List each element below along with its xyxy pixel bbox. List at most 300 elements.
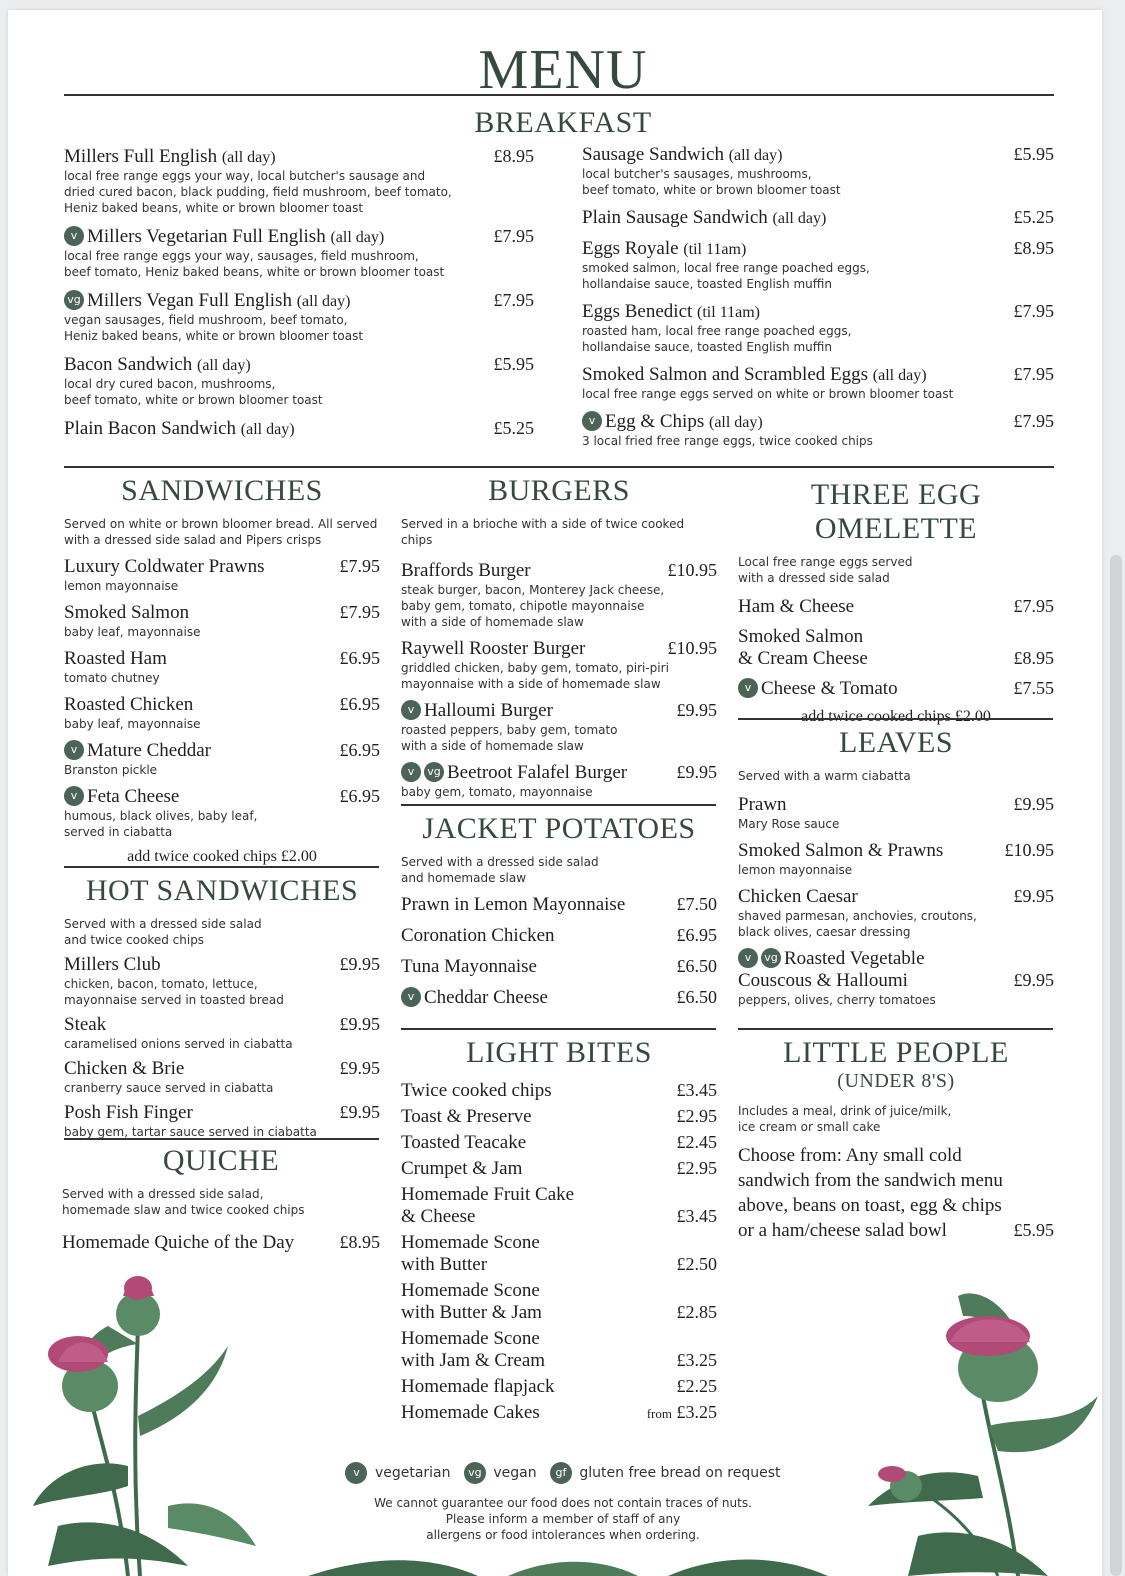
menu-item-description: mayonnaise with a side of homemade slaw <box>401 677 661 691</box>
menu-item-price-wrap <box>677 1254 718 1275</box>
vegetarian-label: vegetarian <box>374 1465 451 1481</box>
vegan-badge-icon: vg <box>761 948 781 968</box>
menu-item-name-wrap <box>401 1254 487 1276</box>
jacket-potatoes-heading: JACKET POTATOES <box>422 812 696 845</box>
menu-item-row <box>401 560 717 582</box>
menu-item-availability: (all day) <box>708 414 763 431</box>
menu-item-name: Roasted Ham <box>64 648 167 669</box>
menu-item-row <box>62 1232 380 1254</box>
menu-item-first-line <box>401 1328 717 1350</box>
menu-item-price-wrap <box>494 290 535 311</box>
menu-item-price: £9.95 <box>339 954 380 974</box>
menu-item-name: Smoked Salmon <box>64 602 190 623</box>
menu-item-price-wrap <box>1014 207 1055 228</box>
menu-item-row <box>738 840 1054 862</box>
menu-item-name-wrap <box>401 1302 542 1324</box>
menu-item-name: Toasted Teacake <box>401 1132 527 1153</box>
menu-item-description: baby leaf, mayonnaise <box>64 717 201 731</box>
menu-item-price: £7.95 <box>493 290 534 310</box>
section-intro-line: ice cream or small cake <box>738 1120 881 1134</box>
menu-item-name: Millers Vegan Full English <box>87 290 292 311</box>
menu-item-description: 3 local fried free range eggs, twice cooked chips <box>582 434 873 448</box>
section-intro-line: homemade slaw and twice cooked chips <box>62 1203 305 1217</box>
menu-item-price-wrap <box>1014 794 1055 815</box>
menu-item <box>582 207 1054 229</box>
menu-item-price: £7.95 <box>1013 301 1054 321</box>
menu-item <box>401 987 717 1009</box>
menu-item-row <box>401 1206 717 1228</box>
menu-item-row <box>64 418 534 440</box>
menu-item-price: £7.55 <box>1013 678 1054 698</box>
menu-item-row <box>401 638 717 660</box>
menu-item-price-wrap <box>494 146 535 167</box>
menu-item-row <box>401 700 717 722</box>
menu-item <box>64 354 534 408</box>
menu-item-name: Twice cooked chips <box>401 1080 552 1101</box>
menu-item-name-wrap <box>64 418 295 440</box>
menu-item-description: vegan sausages, field mushroom, beef tomato, <box>64 313 348 327</box>
menu-item-name-wrap <box>738 840 943 862</box>
menu-item-row <box>401 1350 717 1372</box>
menu-item <box>738 794 1054 832</box>
menu-item-price-wrap <box>1014 970 1055 991</box>
menu-item-row <box>64 602 380 624</box>
menu-item-description: baby gem, tomato, mayonnaise <box>401 785 593 799</box>
menu-item-availability: (all day) <box>330 229 385 246</box>
vegetarian-badge-icon: v <box>64 786 84 806</box>
menu-item-row <box>401 1158 717 1180</box>
menu-item <box>401 1376 717 1398</box>
light-bites-heading: LIGHT BITES <box>466 1036 652 1069</box>
menu-item-description: local free range eggs served on white or brown bloomer toast <box>582 387 954 401</box>
section-intro-line: with a dressed side salad and Pipers crisps <box>64 533 322 547</box>
menu-item-price-wrap <box>494 354 535 375</box>
menu-item-price: £9.95 <box>676 762 717 782</box>
menu-item-name: Posh Fish Finger <box>64 1102 193 1123</box>
menu-item-price: £7.95 <box>1013 596 1054 616</box>
menu-item-price-wrap <box>1014 678 1055 699</box>
menu-item-price-wrap <box>1014 364 1055 385</box>
menu-item <box>401 894 717 916</box>
divider <box>738 1028 1053 1030</box>
scrollbar[interactable] <box>1110 555 1122 1576</box>
menu-item-row <box>738 970 1054 992</box>
menu-item-row <box>64 740 380 762</box>
menu-item <box>401 1158 717 1180</box>
menu-item-name: Millers Vegetarian Full English <box>87 226 326 247</box>
breakfast-right-column <box>582 144 1054 458</box>
menu-item-description: peppers, olives, cherry tomatoes <box>738 993 936 1007</box>
menu-item-name-wrap <box>401 1132 526 1154</box>
menu-item-name: Homemade Quiche of the Day <box>62 1232 295 1253</box>
menu-item-description: griddled chicken, baby gem, tomato, piri-piri <box>401 661 669 675</box>
menu-item-name: Prawn in Lemon Mayonnaise <box>401 894 626 915</box>
menu-item-name: Eggs Royale <box>582 238 679 259</box>
menu-item-description: local dry cured bacon, mushrooms, <box>64 377 276 391</box>
menu-item-name: Homemade Scone <box>401 1232 540 1253</box>
little-people-price: £5.95 <box>1013 1220 1054 1240</box>
little-people-row <box>738 1168 1054 1193</box>
menu-item <box>64 226 534 280</box>
menu-item <box>582 144 1054 198</box>
menu-item-price: £3.45 <box>676 1080 717 1100</box>
menu-item-name-wrap <box>401 1106 532 1128</box>
menu-item-name: Plain Sausage Sandwich <box>582 207 768 228</box>
menu-item-name-continued: Couscous & Halloumi <box>738 970 908 991</box>
menu-item-first-line <box>738 626 1054 648</box>
menu-item <box>64 146 534 216</box>
menu-item-name-wrap <box>582 301 760 323</box>
menu-item-price-wrap <box>494 418 535 439</box>
menu-item-row <box>401 762 717 784</box>
breakfast-heading: BREAKFAST <box>474 106 652 139</box>
menu-item-price-wrap <box>1014 648 1055 669</box>
little-people-text-line: above, beans on toast, egg & chips <box>738 1195 1002 1216</box>
menu-item-row <box>582 144 1054 166</box>
menu-item-description: Heniz baked beans, white or brown bloomer toast <box>64 201 364 215</box>
menu-item-price-wrap <box>340 694 381 715</box>
menu-item-availability: (til 11am) <box>697 304 760 321</box>
menu-item-price: £7.95 <box>1013 411 1054 431</box>
menu-item-price-wrap <box>1014 301 1055 322</box>
menu-item-name-wrap <box>64 1058 184 1080</box>
menu-item-row <box>64 1058 380 1080</box>
menu-item-row <box>401 1132 717 1154</box>
menu-item-name: Braffords Burger <box>401 560 531 581</box>
menu-item <box>401 762 717 800</box>
menu-item-name-continued: & Cream Cheese <box>738 648 868 669</box>
menu-item <box>401 1232 717 1276</box>
section-intro <box>401 854 717 886</box>
menu-item-name: Homemade Scone <box>401 1280 540 1301</box>
menu-item-name-wrap <box>64 1014 106 1036</box>
menu-item-name-wrap <box>401 1402 540 1424</box>
menu-item <box>64 694 380 732</box>
menu-item-name-wrap <box>401 987 548 1009</box>
menu-item-price-wrap <box>340 954 381 975</box>
menu-item <box>582 301 1054 355</box>
menu-item-row <box>738 794 1054 816</box>
menu-item-price-wrap <box>340 1102 381 1123</box>
menu-item-description: hollandaise sauce, toasted English muffin <box>582 277 832 291</box>
menu-item-price: £8.95 <box>493 146 534 166</box>
menu-item-row <box>64 954 380 976</box>
menu-item-name-wrap <box>738 648 868 670</box>
menu-item-description: local free range eggs your way, local butcher's sausage and <box>64 169 426 183</box>
gluten-free-badge-icon: gf <box>550 1462 572 1484</box>
menu-item-row <box>401 1106 717 1128</box>
menu-item-name: Cheddar Cheese <box>424 987 548 1008</box>
menu-item-first-line <box>401 1232 717 1254</box>
menu-item-name-wrap <box>64 146 276 168</box>
menu-item-price: £8.95 <box>339 1232 380 1252</box>
menu-title: MENU <box>478 39 648 101</box>
little-people-row <box>738 1193 1054 1218</box>
vegan-badge-icon: vg <box>464 1462 486 1484</box>
menu-item-price: £9.95 <box>1013 794 1054 814</box>
menu-item-row <box>64 290 534 312</box>
menu-item <box>401 1106 717 1128</box>
menu-item-name-wrap <box>401 1158 522 1180</box>
light-bites-section <box>401 1036 717 1428</box>
menu-item-name-wrap <box>401 638 585 660</box>
menu-item-row <box>64 226 534 248</box>
menu-item-row <box>401 956 717 978</box>
menu-item-row <box>401 987 717 1009</box>
menu-item-name: Roasted Vegetable <box>784 948 925 969</box>
vegetarian-badge-icon: v <box>345 1462 367 1484</box>
menu-item-description: baby gem, tartar sauce served in ciabatta <box>64 1125 317 1139</box>
menu-item <box>401 1280 717 1324</box>
menu-item-first-line <box>401 1184 717 1206</box>
menu-item-price-wrap <box>340 1232 381 1253</box>
menu-item-description: lemon mayonnaise <box>64 579 179 593</box>
little-people-text-line: or a ham/cheese salad bowl <box>738 1220 947 1241</box>
menu-item-availability: (all day) <box>772 210 827 227</box>
menu-item-price: £8.95 <box>1013 648 1054 668</box>
thistle-bottom-leaves <box>308 1550 828 1576</box>
menu-item-description: beef tomato, white or brown bloomer toast <box>64 393 323 407</box>
menu-item <box>401 1402 717 1424</box>
vegan-badge-icon: vg <box>424 762 444 782</box>
section-intro <box>738 554 1054 586</box>
vegetarian-badge-icon: v <box>738 948 758 968</box>
menu-item-name-wrap <box>62 1232 294 1254</box>
menu-item <box>64 1014 380 1052</box>
menu-item-name-wrap <box>401 700 553 722</box>
menu-item-name-wrap <box>64 290 350 312</box>
menu-item-price-wrap <box>340 740 381 761</box>
menu-item-price-wrap <box>1014 238 1055 259</box>
menu-item-name-continued: with Jam & Cream <box>401 1350 546 1371</box>
hot-sandwiches-section <box>64 874 380 1146</box>
menu-item-description: Branston pickle <box>64 763 158 777</box>
menu-item-description: hollandaise sauce, toasted English muffin <box>582 340 832 354</box>
menu-item-row <box>582 364 1054 386</box>
section-intro <box>738 768 1054 784</box>
menu-item <box>401 700 717 754</box>
menu-item-price: £8.95 <box>1013 238 1054 258</box>
menu-item-name: Beetroot Falafel Burger <box>447 762 628 783</box>
section-intro <box>62 1186 380 1218</box>
menu-item-price: £5.25 <box>1013 207 1054 227</box>
menu-item-name-wrap <box>64 1102 193 1124</box>
menu-item-name-wrap <box>738 626 1054 648</box>
menu-item <box>64 418 534 440</box>
menu-item-price-wrap <box>668 638 718 659</box>
menu-item-name-wrap <box>64 226 384 248</box>
menu-item-name: Chicken & Brie <box>64 1058 185 1079</box>
menu-item-price-wrap <box>1014 596 1055 617</box>
disclaimer-line: We cannot guarantee our food does not contain traces of nuts. <box>374 1496 752 1510</box>
menu-item-price: £2.95 <box>676 1106 717 1126</box>
menu-item-price-wrap <box>677 1132 718 1153</box>
divider <box>401 1028 716 1030</box>
menu-item-description: black olives, caesar dressing <box>738 925 911 939</box>
divider <box>64 466 1054 468</box>
menu-item-availability: (all day) <box>240 421 295 438</box>
menu-item-name-wrap <box>64 602 189 624</box>
little-people-text-line: sandwich from the sandwich menu <box>738 1170 1003 1191</box>
menu-item-name: Prawn <box>738 794 787 815</box>
quiche-section <box>62 1144 380 1260</box>
menu-item <box>401 560 717 630</box>
sandwiches-heading: SANDWICHES <box>121 474 323 507</box>
vegetarian-badge-icon: v <box>401 700 421 720</box>
menu-item-row <box>64 694 380 716</box>
menu-item-row <box>64 1014 380 1036</box>
menu-item-name-wrap <box>401 1328 717 1350</box>
menu-item <box>64 740 380 778</box>
vegan-label: vegan <box>493 1465 537 1481</box>
divider <box>64 1138 379 1140</box>
menu-item-price: £2.45 <box>676 1132 717 1152</box>
menu-item <box>738 840 1054 878</box>
menu-item-row <box>738 596 1054 618</box>
menu-item-price: £6.95 <box>676 925 717 945</box>
menu-item-row <box>582 207 1054 229</box>
menu-item-description: with a side of homemade slaw <box>401 739 584 753</box>
menu-item-price: £7.50 <box>676 894 717 914</box>
menu-item-row <box>401 1376 717 1398</box>
menu-item-description: caramelised onions served in ciabatta <box>64 1037 293 1051</box>
menu-item-price-wrap <box>677 700 718 721</box>
menu-item-availability: (all day) <box>296 293 351 310</box>
menu-item-name-wrap <box>401 1376 555 1398</box>
hot-sandwiches-heading: HOT SANDWICHES <box>85 874 359 907</box>
leaves-heading: LEAVES <box>838 726 954 759</box>
menu-item <box>401 1184 717 1228</box>
section-intro-line: Served with a dressed side salad <box>401 855 599 869</box>
disclaimer-line: Please inform a member of staff of any <box>445 1512 681 1526</box>
vegetarian-badge-icon: v <box>401 762 421 782</box>
menu-item-name: Toast & Preserve <box>401 1106 532 1127</box>
menu-item-price: £6.95 <box>339 786 380 806</box>
section-intro-line: Served on white or brown bloomer bread. All served <box>64 517 378 531</box>
divider <box>64 94 1054 96</box>
vegetarian-badge-icon: v <box>64 226 84 246</box>
menu-item-name: Plain Bacon Sandwich <box>64 418 237 439</box>
menu-item-price-wrap <box>677 1206 718 1227</box>
divider <box>64 866 379 868</box>
menu-item-name-wrap <box>401 1232 717 1254</box>
menu-item-first-line <box>738 948 1054 970</box>
menu-item-name-wrap <box>738 886 858 908</box>
menu-item-description: Heniz baked beans, white or brown bloomer toast <box>64 329 364 343</box>
menu-item-price-wrap <box>677 1376 718 1397</box>
menu-item-price-wrap <box>668 560 718 581</box>
menu-item-name-wrap <box>738 794 787 816</box>
menu-item <box>62 1232 380 1254</box>
menu-item-name-wrap <box>401 956 537 978</box>
menu-item-description: beef tomato, white or brown bloomer toast <box>582 183 841 197</box>
burgers-section <box>401 474 717 808</box>
menu-item-price: £6.50 <box>676 987 717 1007</box>
menu-item <box>401 638 717 692</box>
menu-item-name-wrap <box>401 1350 545 1372</box>
menu-item-row <box>401 1080 717 1102</box>
menu-item-row <box>582 238 1054 260</box>
menu-item-price-wrap <box>340 602 381 623</box>
menu-item-price: £7.95 <box>493 226 534 246</box>
menu-item-price: £6.50 <box>676 956 717 976</box>
menu-item <box>64 1058 380 1096</box>
menu-item-price-wrap <box>677 1302 718 1323</box>
menu-item-name-continued: with Butter <box>401 1254 488 1275</box>
little-people-heading: LITTLE PEOPLE <box>783 1036 1009 1069</box>
menu-item-price: £6.95 <box>339 648 380 668</box>
little-people-row <box>738 1218 1054 1243</box>
menu-item-price-wrap <box>677 925 718 946</box>
little-people-section <box>738 1036 1054 1243</box>
menu-item-name: Eggs Benedict <box>582 301 693 322</box>
menu-item-name: Millers Club <box>64 954 161 975</box>
menu-item-description: local free range eggs your way, sausages, field mushroom, <box>64 249 419 263</box>
menu-item-price: £5.95 <box>1013 144 1054 164</box>
add-chips-note: add twice cooked chips £2.00 <box>801 708 991 725</box>
little-people-row <box>738 1143 1054 1168</box>
menu-item <box>64 954 380 1008</box>
menu-item-price: £3.45 <box>676 1206 717 1226</box>
menu-item <box>738 596 1054 618</box>
menu-item-price-wrap <box>677 1158 718 1179</box>
menu-item <box>401 956 717 978</box>
menu-item <box>738 626 1054 670</box>
menu-item-name: Halloumi Burger <box>424 700 553 721</box>
menu-item-price-wrap <box>677 1080 718 1101</box>
menu-item-name-wrap <box>64 786 179 808</box>
jacket-potatoes-section <box>401 812 717 1018</box>
menu-item-description: chicken, bacon, tomato, lettuce, <box>64 977 258 991</box>
menu-item-name-wrap <box>738 970 908 992</box>
sandwiches-section <box>64 474 380 866</box>
menu-item-row <box>64 648 380 670</box>
menu-item <box>401 1080 717 1102</box>
menu-item-row <box>582 301 1054 323</box>
section-intro-line: Served with a dressed side salad, <box>62 1187 264 1201</box>
menu-item-price: £2.95 <box>676 1158 717 1178</box>
menu-item-description: beef tomato, Heniz baked beans, white or brown bloomer toast <box>64 265 445 279</box>
menu-item-name: Cheese & Tomato <box>761 678 898 699</box>
menu-item-price-wrap <box>1014 411 1055 432</box>
menu-item-description: shaved parmesan, anchovies, croutons, <box>738 909 977 923</box>
menu-item-price: £9.95 <box>1013 970 1054 990</box>
menu-item-name-wrap <box>401 1206 475 1228</box>
menu-item-row <box>64 786 380 808</box>
section-intro <box>64 516 380 548</box>
menu-item-name-wrap <box>738 948 1054 970</box>
menu-item-price-wrap <box>494 226 535 247</box>
menu-item-price: £7.95 <box>339 556 380 576</box>
menu-item-availability: (all day) <box>196 357 251 374</box>
menu-item-name-continued: & Cheese <box>401 1206 476 1227</box>
menu-item-price: £9.95 <box>339 1102 380 1122</box>
menu-item-price: £6.95 <box>339 694 380 714</box>
menu-item-name: Sausage Sandwich <box>582 144 724 165</box>
section-intro <box>401 516 717 548</box>
menu-item-name: Chicken Caesar <box>738 886 858 907</box>
section-intro-line: Local free range eggs served <box>738 555 913 569</box>
menu-item-price: £10.95 <box>667 560 717 580</box>
menu-item-price: £5.25 <box>493 418 534 438</box>
menu-item-price-wrap <box>677 956 718 977</box>
section-intro-line: Served in a brioche with a side of twice cooked chips <box>401 517 685 547</box>
menu-item-name: Smoked Salmon <box>738 626 864 647</box>
menu-item-name-wrap <box>582 144 782 166</box>
menu-item-row <box>64 556 380 578</box>
menu-item-description: baby leaf, mayonnaise <box>64 625 201 639</box>
menu-item-price-wrap <box>647 1402 717 1423</box>
